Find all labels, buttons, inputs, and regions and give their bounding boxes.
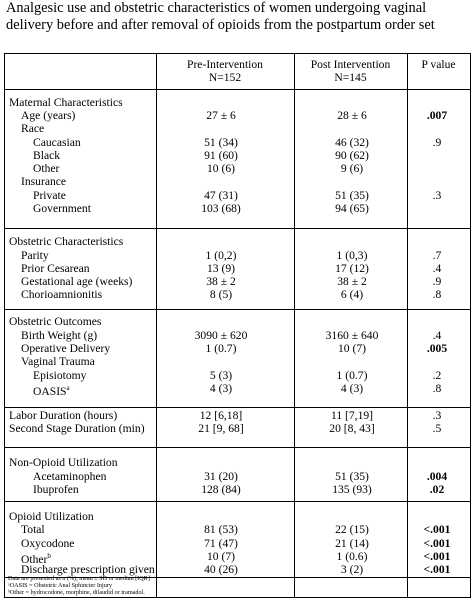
cell-post-intervention: 11 [7,19] xyxy=(330,409,374,422)
cell-p-value: .7 xyxy=(432,249,442,262)
cell-post-intervention: 28 ± 6 xyxy=(337,109,367,122)
cell-post-intervention: 10 (7) xyxy=(337,342,366,355)
row-label: OASIS$^a$ xyxy=(33,384,70,398)
table-row xyxy=(5,329,470,342)
footnote-marker: a xyxy=(66,384,70,392)
cell-p-value: .8 xyxy=(432,382,442,395)
footnote-3: ᵇOther = hydrocodone, morphine, dilaudid or tramadol. xyxy=(8,589,145,596)
cell-pre-intervention: 51 (34) xyxy=(204,136,238,149)
header-pre-intervention xyxy=(156,58,294,84)
cell-post-intervention: 51 (35) xyxy=(335,189,369,202)
row-label: Discharge prescription given xyxy=(21,563,155,576)
cell-post-intervention: 38 ± 2 xyxy=(337,275,367,288)
cell-p-value: .9 xyxy=(432,136,442,149)
table-row xyxy=(5,456,470,469)
cell-post-intervention: 135 (93) xyxy=(332,483,372,496)
row-label: Black xyxy=(33,149,61,162)
table-row xyxy=(5,249,470,262)
row-label: Age (years) xyxy=(21,109,76,122)
cell-post-intervention: 1 (0.7) xyxy=(336,369,368,382)
cell-pre-intervention: 13 (9) xyxy=(206,262,235,275)
cell-p-value: .8 xyxy=(432,288,442,301)
footnote-2: ᵃOASIS = Obstetric Anal Sphincter Injury xyxy=(8,582,112,589)
table-row xyxy=(5,550,470,566)
table-row xyxy=(5,96,470,109)
cell-post-intervention: 94 (65) xyxy=(335,202,369,215)
cell-pre-intervention: 27 ± 6 xyxy=(206,109,236,122)
table-title: Analgesic use and obstetric characteristics of women undergoing vaginal delivery before and after removal of opioids from the postpartum order set xyxy=(6,0,435,33)
cell-post-intervention: 6 (4) xyxy=(340,288,364,301)
table-row xyxy=(5,288,470,301)
cell-pre-intervention: 21 [9, 68] xyxy=(198,422,244,435)
cell-pre-intervention: 10 (7) xyxy=(206,550,235,563)
row-label: Other$^b$ xyxy=(21,552,51,566)
table-row xyxy=(5,149,470,162)
row-label: Labor Duration (hours) xyxy=(9,409,118,422)
header-post-n: N=145 xyxy=(334,71,367,84)
cell-post-intervention: 20 [8, 43] xyxy=(329,422,375,435)
row-label: Chorioamnionitis xyxy=(21,288,103,301)
row-label: Opioid Utilization xyxy=(9,510,94,523)
cell-p-value: <.001 xyxy=(423,550,451,563)
table-row xyxy=(5,409,470,422)
cell-pre-intervention: 40 (26) xyxy=(204,563,238,576)
cell-p-value: <.001 xyxy=(423,563,451,576)
table-row xyxy=(5,470,470,483)
cell-pre-intervention: 38 ± 2 xyxy=(206,275,236,288)
table-row xyxy=(5,342,470,355)
cell-post-intervention: 51 (35) xyxy=(335,470,369,483)
section-divider xyxy=(5,228,470,229)
row-label: Prior Cesarean xyxy=(21,262,90,275)
table-row xyxy=(5,483,470,496)
row-label: Oxycodone xyxy=(21,537,75,550)
table-row xyxy=(5,162,470,175)
cell-p-value: .3 xyxy=(432,189,442,202)
table-row xyxy=(5,175,470,188)
table-row xyxy=(5,136,470,149)
cell-pre-intervention: 128 (84) xyxy=(201,483,241,496)
row-label: Total xyxy=(21,523,45,536)
cell-p-value: .9 xyxy=(432,275,442,288)
section-divider xyxy=(5,447,470,448)
cell-pre-intervention: 81 (53) xyxy=(204,523,238,536)
row-label: Ibuprofen xyxy=(33,483,79,496)
cell-p-value: .005 xyxy=(426,342,448,355)
row-label: Obstetric Characteristics xyxy=(9,235,124,248)
cell-post-intervention: 17 (12) xyxy=(335,262,369,275)
footnote-marker: b xyxy=(47,552,51,560)
table-row xyxy=(5,355,470,368)
row-label: Government xyxy=(33,202,91,215)
cell-pre-intervention: 4 (3) xyxy=(209,382,233,395)
cell-p-value: .007 xyxy=(426,109,448,122)
cell-pre-intervention: 10 (6) xyxy=(206,162,235,175)
row-label: Episiotomy xyxy=(33,369,87,382)
row-label: Race xyxy=(21,122,45,135)
row-label: Gestational age (weeks) xyxy=(21,275,133,288)
cell-pre-intervention: 1 (0.7) xyxy=(205,342,237,355)
cell-post-intervention: 3160 ± 640 xyxy=(325,329,379,342)
cell-pre-intervention: 91 (60) xyxy=(204,149,238,162)
header-pre-label: Pre-Intervention xyxy=(187,58,263,71)
cell-post-intervention: 3 (2) xyxy=(340,563,364,576)
cell-post-intervention: 1 (0,3) xyxy=(336,249,368,262)
section-divider xyxy=(5,309,470,310)
cell-p-value: .4 xyxy=(432,329,442,342)
row-label: Second Stage Duration (min) xyxy=(9,422,145,435)
table-row xyxy=(5,122,470,135)
cell-p-value: .4 xyxy=(432,262,442,275)
header-divider xyxy=(5,89,470,90)
row-label: Maternal Characteristics xyxy=(9,96,123,109)
header-post-label: Post Intervention xyxy=(310,58,391,71)
data-table xyxy=(4,53,471,598)
table-row xyxy=(5,109,470,122)
header-p-value: P value xyxy=(421,58,456,71)
cell-pre-intervention: 31 (20) xyxy=(204,470,238,483)
row-label: Parity xyxy=(21,249,49,262)
header-post-intervention xyxy=(294,58,407,84)
cell-post-intervention: 4 (3) xyxy=(340,382,364,395)
row-label: Operative Delivery xyxy=(21,342,111,355)
row-label: Private xyxy=(33,189,66,202)
cell-p-value: .02 xyxy=(429,483,445,496)
table-row xyxy=(5,510,470,523)
table-row xyxy=(5,262,470,275)
row-label: Other xyxy=(33,162,60,175)
table-row xyxy=(5,202,470,215)
cell-post-intervention: 1 (0.6) xyxy=(336,550,368,563)
table-row xyxy=(5,563,470,576)
cell-post-intervention: 9 (6) xyxy=(340,162,364,175)
row-label: Caucasian xyxy=(33,136,81,149)
cell-pre-intervention: 71 (47) xyxy=(204,537,238,550)
cell-post-intervention: 90 (62) xyxy=(335,149,369,162)
section-divider xyxy=(5,407,470,408)
table-row xyxy=(5,537,470,550)
footnote-1: Data are presented as n (%), mean ± SD or median [IQR] xyxy=(8,575,150,582)
cell-p-value: .5 xyxy=(432,422,442,435)
cell-p-value: .004 xyxy=(426,470,448,483)
table-row xyxy=(5,369,470,382)
cell-p-value: .2 xyxy=(432,369,442,382)
table-row xyxy=(5,275,470,288)
cell-post-intervention: 46 (32) xyxy=(335,136,369,149)
cell-pre-intervention: 1 (0,2) xyxy=(205,249,237,262)
cell-pre-intervention: 8 (5) xyxy=(209,288,233,301)
table-row xyxy=(5,523,470,536)
row-label: Insurance xyxy=(21,175,67,188)
table-row xyxy=(5,422,470,435)
cell-pre-intervention: 3090 ± 620 xyxy=(194,329,248,342)
table-row xyxy=(5,235,470,248)
cell-pre-intervention: 103 (68) xyxy=(201,202,241,215)
cell-pre-intervention: 47 (31) xyxy=(204,189,238,202)
section-divider xyxy=(5,501,470,502)
row-label: Acetaminophen xyxy=(33,470,107,483)
row-label: Obstetric Outcomes xyxy=(9,315,102,328)
cell-p-value: <.001 xyxy=(423,537,451,550)
header-pre-n: N=152 xyxy=(208,71,242,84)
cell-p-value: <.001 xyxy=(423,523,451,536)
cell-p-value: .3 xyxy=(432,409,442,422)
row-label: Non-Opioid Utilization xyxy=(9,456,118,469)
table-row xyxy=(5,315,470,328)
table-row xyxy=(5,189,470,202)
row-label: Vaginal Trauma xyxy=(21,355,95,368)
cell-pre-intervention: 5 (3) xyxy=(209,369,233,382)
row-label: Birth Weight (g) xyxy=(21,329,98,342)
cell-pre-intervention: 12 [6,18] xyxy=(199,409,243,422)
cell-post-intervention: 22 (15) xyxy=(335,523,369,536)
cell-post-intervention: 21 (14) xyxy=(335,537,369,550)
table-row xyxy=(5,382,470,398)
